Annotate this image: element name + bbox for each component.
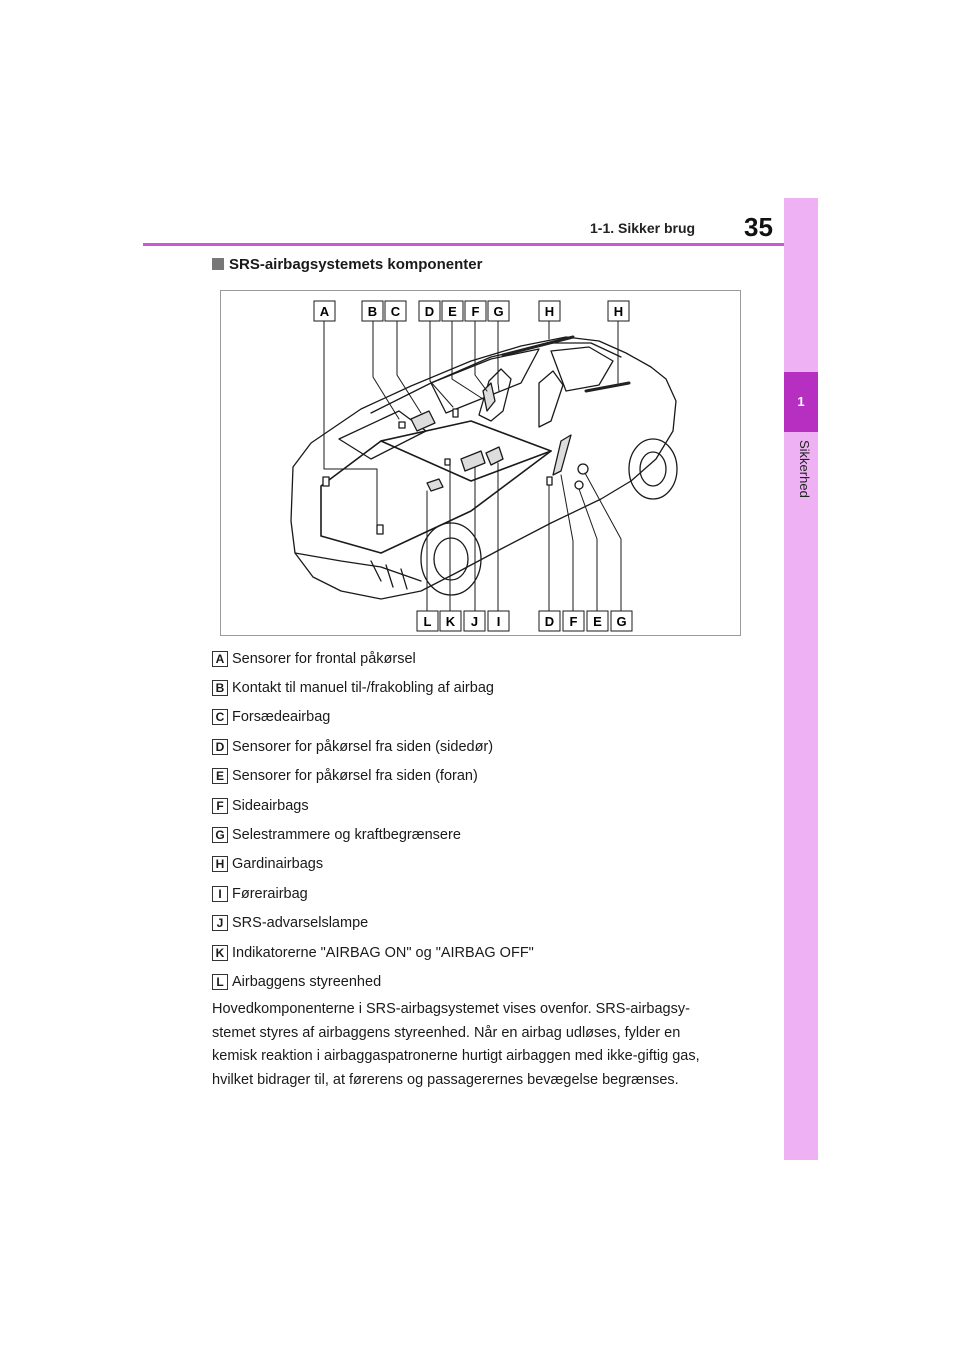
control-unit	[427, 479, 443, 491]
legend-letter: C	[212, 709, 228, 725]
figure-label-e: E	[448, 304, 457, 319]
steering-airbag	[486, 447, 503, 465]
figure-label-j: J	[470, 614, 479, 629]
legend-text: Førerairbag	[232, 885, 308, 902]
legend-item	[212, 673, 772, 702]
legend-text: Sensorer for påkørsel fra siden (sidedør)	[232, 738, 494, 755]
body-line: Hovedkomponenterne i SRS-airbagsystemet vises ovenfor. SRS-airbagsy-	[212, 1001, 690, 1017]
legend-item	[212, 644, 772, 673]
section-title: 1-1. Sikker brug	[590, 220, 696, 236]
figure-label-f2: F	[569, 614, 578, 629]
figure-label-k: K	[445, 614, 456, 629]
figure-label-l: L	[423, 614, 432, 629]
body-line: stemet styres af airbaggens styreenhed. Når en airbag udløses, fylder en	[212, 1024, 681, 1041]
side-sensor-door	[453, 409, 458, 417]
floor-frame-front	[321, 441, 551, 553]
component-legend	[212, 644, 772, 997]
legend-letter: H	[212, 856, 228, 872]
legend-text: Sideairbags	[232, 797, 309, 814]
car-illustration	[221, 291, 740, 635]
legend-text: Forsædeairbag	[232, 709, 331, 726]
legend-letter: L	[212, 974, 228, 990]
legend-letter: E	[212, 768, 228, 784]
indicator	[445, 459, 450, 465]
grille	[371, 561, 407, 589]
bottom-label-boxes	[417, 611, 632, 631]
airbag-switch	[399, 422, 405, 428]
airbag-components-figure	[220, 290, 741, 636]
pretensioner-rear-2	[575, 481, 583, 489]
body-line: kemisk reaktion i airbaggaspatronerne hurtigt airbaggen med ikke-giftig gas,	[212, 1048, 700, 1065]
figure-label-i: I	[496, 614, 501, 629]
legend-item	[212, 938, 772, 967]
legend-item	[212, 703, 772, 732]
legend-letter: D	[212, 739, 228, 755]
passenger-airbag	[411, 411, 435, 431]
side-airbag-rear	[553, 435, 571, 475]
legend-text: Selestrammere og kraftbegrænsere	[232, 827, 461, 844]
chapter-number-tab[interactable]: 1	[784, 372, 818, 432]
figure-label-f: F	[471, 304, 480, 319]
legend-text: Gardinairbags	[232, 856, 324, 873]
figure-label-b: B	[367, 304, 378, 319]
legend-letter: I	[212, 886, 228, 902]
legend-text: Airbaggens styreenhed	[232, 973, 382, 990]
figure-label-c: C	[390, 304, 401, 319]
figure-label-h1: H	[544, 304, 555, 319]
subheading	[212, 256, 482, 273]
legend-item	[212, 762, 772, 791]
figure-label-e2: E	[593, 614, 602, 629]
front-wheel	[421, 523, 481, 595]
legend-item	[212, 967, 772, 996]
curtain-airbag-line	[503, 337, 629, 391]
leader-lines-top	[324, 321, 618, 525]
legend-text: Sensorer for påkørsel fra siden (foran)	[232, 768, 478, 785]
floor-frame	[381, 421, 551, 481]
rear-wheel	[629, 439, 677, 499]
legend-letter: F	[212, 798, 228, 814]
figure-label-d: D	[424, 304, 435, 319]
legend-text: Indikatorerne "AIRBAG ON" og "AIRBAG OFF"	[232, 944, 534, 961]
warning-lamp	[461, 451, 485, 471]
legend-letter: K	[212, 945, 228, 961]
figure-label-g2: G	[616, 614, 627, 629]
legend-letter: J	[212, 915, 228, 931]
chapter-name: Sikkerhed	[797, 440, 812, 498]
legend-item	[212, 732, 772, 761]
figure-label-g: G	[493, 304, 504, 319]
body-line: hvilket bidrager til, at førerens og passagerernes bevægelse begrænses.	[212, 1071, 679, 1088]
legend-letter: A	[212, 651, 228, 667]
front-wheel-rim	[434, 538, 468, 580]
legend-item	[212, 909, 772, 938]
rear-seat	[539, 371, 563, 427]
legend-letter: B	[212, 680, 228, 696]
header-rule	[143, 243, 784, 246]
side-airbag-front	[483, 383, 495, 411]
legend-item	[212, 820, 772, 849]
pretensioner-rear	[578, 464, 588, 474]
side-sensor-rear	[547, 477, 552, 485]
top-label-boxes	[314, 301, 629, 321]
legend-item	[212, 791, 772, 820]
square-bullet-icon	[212, 258, 224, 270]
legend-item	[212, 850, 772, 879]
sensor-front-left	[323, 477, 329, 486]
legend-text: Kontakt til manuel til-/frakobling af airbag	[232, 680, 494, 697]
sensor-front-right	[377, 525, 383, 534]
page-number: 35	[744, 212, 773, 242]
figure-label-a: A	[319, 304, 330, 319]
body-paragraph	[212, 998, 772, 1092]
figure-label-h2: H	[613, 304, 624, 319]
legend-item	[212, 879, 772, 908]
figure-label-d2: D	[544, 614, 555, 629]
rear-window	[551, 347, 613, 391]
chapter-sidebar	[784, 198, 818, 1160]
legend-letter: G	[212, 827, 228, 843]
legend-text: SRS-advarselslampe	[232, 915, 369, 932]
subheading-text: SRS-airbagsystemets komponenter	[229, 256, 483, 273]
legend-text: Sensorer for frontal påkørsel	[232, 650, 416, 667]
